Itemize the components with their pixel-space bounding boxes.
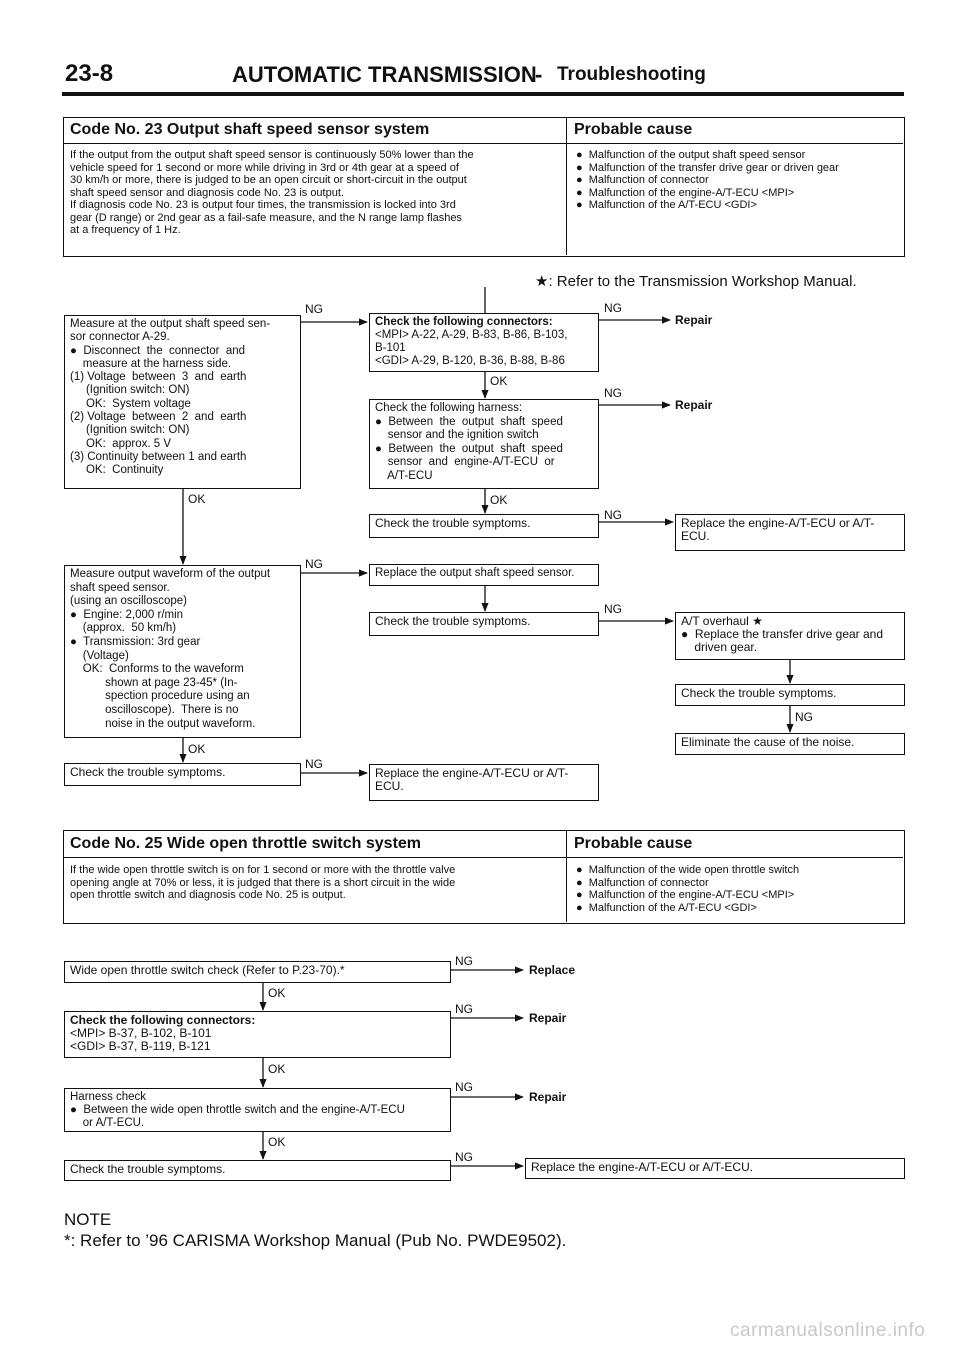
harness-check-25-box: Harness check ● Between the wide open throttle switch and the engine-A/T-ECU or A/T-ECU. [64, 1088, 451, 1132]
repair-label-2: Repair [675, 398, 713, 412]
watermark: carmanualsonline.info [730, 1320, 926, 1341]
replace-ecu-box-1: Replace the engine-A/T-ECU or A/T- ECU. [675, 514, 905, 551]
ng-label: NG [455, 1080, 473, 1094]
ng-label: NG [455, 1002, 473, 1016]
ng-label: NG [305, 302, 323, 316]
code25-causes: ● Malfunction of the wide open throttle switch ● Malfunction of connector ● Malfunction of the engine-A/T-ECU <MPI> ● Malfunction of the A/T-ECU <GDI> [576, 864, 800, 914]
repair-label-25-1: Repair [529, 1011, 567, 1025]
code23-title: Code No. 23 Output shaft speed sensor system [70, 121, 430, 138]
ng-label: NG [604, 386, 622, 400]
note-text: *: Refer to ’96 CARISMA Workshop Manual (Pub No. PWDE9502). [64, 1231, 567, 1250]
replace-ecu-25-box: Replace the engine-A/T-ECU or A/T-ECU. [525, 1158, 905, 1179]
repair-label-25-2: Repair [529, 1090, 567, 1104]
page-title: AUTOMATIC TRANSMISSION [232, 62, 537, 87]
ng-label: NG [795, 710, 813, 724]
check-trouble-symptoms-4: Check the trouble symptoms. [64, 763, 301, 786]
replace-ecu-box-2: Replace the engine-A/T-ECU or A/T- ECU. [369, 764, 599, 801]
star-note: ★: Refer to the Transmission Workshop Manual. [535, 273, 857, 290]
check-harness-box: Check the following harness: ● Between the output shaft speed sensor and the ignition switch ● Between the output shaft speed sensor and engine-A/T-ECU or A/T-ECU [369, 399, 599, 489]
page-subtitle: Troubleshooting [557, 64, 706, 85]
at-overhaul-box: A/T overhaul ★ ● Replace the transfer drive gear and driven gear. [675, 612, 905, 660]
note-title: NOTE [64, 1210, 112, 1229]
code25-description: If the wide open throttle switch is on for 1 second or more with the throttle valve opening angle at 70% or less, it is judged that there is a short circuit in the wide open throttle switch and diagnosis code No. 25 is output. [70, 864, 456, 901]
ng-label: NG [604, 602, 622, 616]
check-connectors-25-box: Check the following connectors: <MPI> B-37, B-102, B-101 <GDI> B-37, B-119, B-121 [64, 1011, 451, 1058]
code23-description: If the output from the output shaft speed sensor is continuously 50% lower than the vehicle speed for 1 second or more while driving in 3rd or 4th gear at a speed of 30 km/h or more, there is judged to be an open circuit or short-circuit in the output shaft speed sensor and diagnosis code No. 23 is output. If diagnosis code No. 23 is output four times, the transmission is locked into 3rd gear (D range) or 2nd gear as a fail-safe measure, and the N range lamp flashes at a frequency of 1 Hz. [70, 149, 474, 236]
replace-sensor-box: Replace the output shaft speed sensor. [369, 564, 599, 586]
check-trouble-symptoms-3: Check the trouble symptoms. [675, 684, 905, 706]
replace-label: Replace [529, 963, 576, 977]
measure-sensor-connector-box: Measure at the output shaft speed sen- sor connector A-29. ● Disconnect the connector and measure at the harness side. (1) Voltage between 3 and earth (Ignition switch: ON) OK: System voltage (2) Voltage between 2 and earth (Ignition switch: ON) OK: approx. 5 V (3) Continuity between 1 and earth OK: Continuity [64, 315, 301, 489]
title-separator: - [535, 62, 543, 87]
ok-label: OK [490, 493, 508, 507]
check-trouble-symptoms-25: Check the trouble symptoms. [64, 1160, 451, 1181]
check-trouble-symptoms-2: Check the trouble symptoms. [369, 612, 599, 636]
page-number: 23-8 [65, 60, 114, 87]
ok-label: OK [268, 986, 286, 1000]
ng-label: NG [604, 508, 622, 522]
ok-label: OK [188, 492, 206, 506]
ng-label: NG [305, 557, 323, 571]
code25-table [63, 830, 905, 924]
check-trouble-symptoms-1: Check the trouble symptoms. [369, 514, 599, 538]
ok-label: OK [490, 374, 508, 388]
code23-causes: ● Malfunction of the output shaft speed sensor ● Malfunction of the transfer drive gear or driven gear ● Malfunction of connector ● Malfunction of the engine-A/T-ECU <MPI> ● Malfunction of the A/T-ECU <GDI> [576, 149, 839, 211]
wot-switch-check-box: Wide open throttle switch check (Refer to P.23-70).* [64, 961, 451, 983]
ok-label: OK [268, 1135, 286, 1149]
ng-label: NG [305, 757, 323, 771]
ng-label: NG [455, 954, 473, 968]
eliminate-noise-box: Eliminate the cause of the noise. [675, 733, 905, 755]
repair-label-1: Repair [675, 313, 713, 327]
ok-label: OK [188, 742, 206, 756]
ok-label: OK [268, 1062, 286, 1076]
code25-title: Code No. 25 Wide open throttle switch system [70, 835, 422, 852]
ng-label: NG [455, 1150, 473, 1164]
code23-cause-title: Probable cause [574, 121, 693, 138]
code25-cause-title: Probable cause [574, 835, 693, 852]
ng-label: NG [604, 301, 622, 315]
measure-waveform-box: Measure output waveform of the output shaft speed sensor. (using an oscilloscope) ● Engine: 2,000 r/min (approx. 50 km/h) ● Transmission: 3rd gear (Voltage) OK: Conforms to the waveform shown at page 23-45* (In- spection procedure using an oscilloscope). There is no noise in the output waveform. [64, 565, 301, 738]
check-connectors-box: Check the following connectors: <MPI> A-22, A-29, B-83, B-86, B-103, B-101 <GDI> A-29, B-120, B-36, B-88, B-86 [369, 313, 599, 372]
